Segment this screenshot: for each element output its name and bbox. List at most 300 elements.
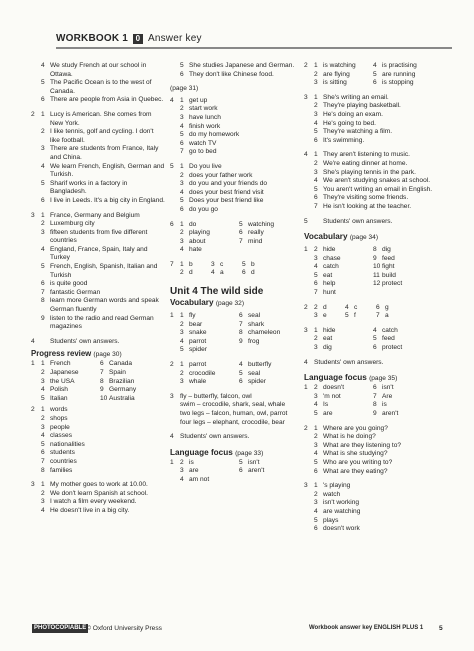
answer-text: watch [323,490,341,498]
item-number: 5 [345,312,349,320]
list-item [304,450,446,459]
answer-text: hide [323,246,336,254]
answer-text: c [220,260,224,268]
workbook-label: WORKBOOK 1 [56,33,128,44]
item-number: 1 [41,211,45,219]
answer-text: 's playing [323,482,351,490]
answer-text: the USA [50,377,75,385]
answer-text: help [323,280,336,288]
item-number: 6 [314,136,318,144]
answer-text: people [50,423,70,431]
exercise-number [304,203,314,212]
answer-text: I live in Leeds. It's a big city in England. [50,196,165,204]
answer-text: dig [323,344,332,352]
item-number: 6 [239,467,243,475]
answer-text: England, France, Spain, Italy and Turkey [50,245,148,262]
list-item [31,297,165,314]
answer-text: eat [323,335,333,343]
item-number: 2 [314,246,318,254]
col2-answer-list [170,62,304,79]
item-number: 2 [314,490,318,498]
answer-text: dig [382,246,391,254]
item-number: 5 [239,220,243,228]
exercise-number: 3 [31,481,35,489]
list-item [304,151,446,160]
answer-text: a [385,312,389,320]
answer-text: They're visiting some friends. [323,194,409,202]
answer-text: Students' own answers. [50,337,120,345]
item-number: 6 [314,525,318,533]
item-number: 4 [41,386,45,394]
item-number: 3 [180,180,184,188]
answer-text: listen to the radio and read German magazines [50,314,154,331]
item-number: 3 [180,237,184,245]
exercise-number [170,148,180,157]
answer-text: really [248,229,264,237]
answer-text: is [189,458,194,466]
answer-text: is [382,401,387,409]
item-number: 7 [239,320,243,328]
exercise-number [304,344,314,353]
answer-grid-row [180,467,304,476]
list-item [31,315,165,332]
answer-text: chameleon [248,329,281,337]
page-number: 5 [439,625,443,632]
list-item [31,62,165,79]
answer-text: isn't working [323,499,360,507]
answer-text: What is he doing? [323,433,376,441]
item-number [239,476,248,485]
item-number: 1 [314,482,318,490]
vocab-34-ex1-grid [304,246,446,298]
item-number: 3 [180,329,184,337]
exercise-number [31,467,41,476]
exercise-number [304,186,314,195]
answer-text: playing [189,229,210,237]
answer-text: They're watching a film. [323,128,393,136]
list-item [170,206,304,215]
item-number: 1 [314,326,318,334]
item-number: 5 [314,458,318,466]
answer-text: Are [382,392,393,400]
list-item [304,344,446,353]
list-item [31,246,165,263]
exercise-number [31,498,41,507]
list-item [304,272,446,281]
list-item [170,197,304,206]
item-number: 4 [41,62,45,69]
answer-text: He's doing an exam. [323,110,383,118]
answer-text: There are people from Asia in Quebec. [50,96,164,104]
list-item [304,71,446,80]
list-item [31,415,165,424]
answer-text: parrot [189,337,207,345]
list-item [31,263,165,280]
answer-text: Do you live [189,162,222,170]
item-number: 5 [239,458,243,466]
answer-text: I watch a film every weekend. [50,498,137,506]
header-rule [56,47,452,49]
item-number: 1 [314,151,318,159]
exercise-number [304,169,314,178]
list-item [170,172,304,181]
answer-text: Who are you writing to? [323,458,393,466]
answer-text: It's swimming. [323,136,365,144]
exercise-number: 4 [304,151,308,159]
answer-text: French [50,360,71,368]
answer-text: about [189,237,206,245]
item-number: 2 [314,433,318,441]
answer-text: They aren't listening to music. [323,151,411,159]
exercise-number [304,280,314,289]
answer-text: Sharif works in a factory in Bangladesh. [50,179,128,196]
exercise-number [170,114,180,123]
answer-text: They're playing basketball. [323,102,401,110]
item-number: 4 [239,361,243,369]
answer-text: start work [189,105,218,113]
item-number: 4 [180,122,184,130]
answer-text: Is [323,401,329,409]
item-number: 2 [41,369,45,376]
page-header [32,30,452,50]
exercise-number [304,111,314,120]
list-item [170,123,304,132]
item-number: 7 [180,148,184,156]
list-item [170,97,304,106]
publisher: © Oxford University Press [86,625,162,632]
exercise-number [304,79,314,88]
answer-text: are [323,410,333,417]
answer-text: do you go [189,205,218,213]
list-item [304,255,446,264]
answer-text: Where are you going? [323,424,388,432]
list-item [170,180,304,189]
answer-text: watching [248,220,275,228]
col3-answer-list [304,94,446,226]
list-item [31,467,165,476]
answer-text: catch [323,263,339,271]
answer-grid-row [314,410,446,419]
item-number: 3 [314,168,318,176]
item-number: 3 [314,344,318,352]
exercise-number [304,263,314,272]
answer-text: We learn French, English, German and Turkish. [50,162,165,179]
answer-text: Canada [109,360,133,368]
item-number: 3 [314,499,318,507]
item-number: 6 [41,196,45,204]
item-number: 1 [314,93,318,101]
exercise-number: 1 [304,246,308,254]
exercise-number [170,197,180,206]
answer-grid-row [314,71,446,80]
list-item [304,186,446,195]
answer-text: does your father work [189,171,253,179]
item-number: 2 [180,229,184,237]
exercise-number [304,335,314,344]
list-item [304,137,446,146]
answer-text: is watching [323,62,356,69]
list-item [304,517,446,526]
progress-grid-block: 1 1 French 6 Canada 2 Japanese 7 Spain 3 the USA 8 Brazilian 4 Polish 9 Germany 5 Italian 10 Australia [31,360,165,403]
exercise-number [304,433,314,442]
exercise-number: 3 [304,93,308,101]
exercise-number [31,289,41,298]
item-number [373,289,382,298]
page-31-label: (page 31) [170,85,199,93]
answer-text: d [189,269,193,277]
list-item [31,111,165,128]
answer-text: words [50,406,68,414]
item-number: 6 [376,303,380,311]
answer-text: hunt [323,289,336,297]
exercise-number [304,160,314,169]
exercise-number [170,62,180,71]
answer-text: learn more German words and speak German fluently [50,297,159,314]
list-item [304,102,446,111]
exercise-number: 3 [304,482,308,490]
item-number: 7 [100,369,104,376]
item-number: 6 [373,344,377,352]
answer-text: is quite good [50,280,88,288]
list-item [170,476,304,485]
answer-text: What are they eating? [323,467,388,475]
answer-text: watch TV [189,139,217,147]
item-number: 8 [41,466,45,474]
item-number: 7 [239,237,243,245]
item-number: 5 [41,440,45,448]
answer-text: isn't [248,458,260,466]
list-item [304,459,446,468]
list-item [31,424,165,433]
answer-text: are watching [323,507,361,515]
answer-text: protect [382,280,403,288]
item-number: 2 [41,414,45,422]
item-number: 1 [180,96,184,104]
answer-text: whale [189,378,207,386]
item-number: 2 [180,171,184,179]
item-number: 3 [41,498,45,506]
item-number: 11 [373,271,380,279]
answer-text: Polish [50,386,68,394]
item-number: 3 [314,392,318,400]
answer-text: chase [323,254,341,262]
item-number: 9 [239,337,243,345]
item-number: 4 [373,62,377,69]
answer-text: snake [189,329,207,337]
vocab-ex3-list [180,393,304,427]
item-number: 5 [180,346,184,354]
item-number: 12 [373,280,381,288]
exercise-number [170,105,180,114]
item-number: 3 [41,145,45,153]
item-number: 1 [314,424,318,432]
item-number: 9 [373,254,377,262]
list-item [31,229,165,246]
answer-text: France, Germany and Belgium [50,211,140,219]
item-number: 7 [314,202,318,210]
answer-grid-row [180,476,304,485]
answer-text: Australia [109,394,135,402]
exercise-7-block: 7 1 b 3 c 5 b 2 d 4 a 6 d [170,261,304,278]
item-number: 2 [180,369,184,377]
item-number: 2 [314,102,318,110]
item-number: 3 [314,312,318,320]
item-number: 3 [314,254,318,262]
item-number: 5 [314,128,318,136]
list-item [304,401,446,410]
answer-text: Japanese [50,369,79,376]
page-footer [24,624,452,636]
answer-text: finish work [189,122,221,130]
vocab-34-ex3-grid [304,327,446,353]
item-number: 4 [41,162,45,170]
list-item [31,96,165,105]
item-number: 4 [211,269,215,277]
exercise-number [31,432,41,441]
item-number: 5 [242,260,246,268]
exercise-number [304,459,314,468]
exercise-number [170,172,180,181]
item-number: 5 [180,131,184,139]
list-item [304,177,446,186]
exercise-number [304,410,314,419]
item-number [41,338,50,347]
item-number: 5 [314,410,318,417]
list-item [304,508,446,517]
item-number: 10 [373,263,381,271]
answer-text: are [189,467,199,475]
answer-text: parrot [189,361,207,369]
answer-text: He doesn't live in a big city. [50,506,130,514]
answer-text: students [50,449,75,457]
answer-text: get up [189,96,208,104]
item-number: 6 [180,139,184,147]
exercise-number [304,177,314,186]
exercise-7-grid [180,261,304,278]
answer-text: 'm not [323,392,341,400]
answer-grid-row [314,255,446,264]
item-number: 6 [373,79,377,87]
item-number: 3 [41,228,45,236]
vocab-34-ex2-grid [304,304,446,321]
list-item [170,62,304,71]
list-item [304,218,446,227]
answer-grid-row [314,289,446,298]
answer-grid-row [314,327,446,336]
answer-text: Students' own answers. [323,217,393,225]
list-item [31,163,165,180]
list-item [170,148,304,157]
exercise-2-grid [304,62,446,88]
item-number: 7 [41,288,45,296]
exercise-number: 2 [31,110,35,118]
item-number: 8 [41,297,45,305]
item-number: 2 [41,489,45,497]
item-number: 8 [373,246,377,254]
answer-text [248,346,304,355]
answer-text: eat [323,271,333,279]
header-title [56,33,202,44]
item-number: 5 [373,70,377,78]
answer-text: frog [248,337,260,345]
item-number: 9 [100,386,104,394]
item-number: 10 [100,394,108,402]
item-number: 4 [373,326,377,334]
item-number: 2 [314,159,318,167]
exercise-number [304,442,314,451]
answer-text: am not [189,475,210,483]
item-number: 4 [314,401,318,409]
item-number: 4 [41,245,45,253]
list-item [304,169,446,178]
answer-text: hide [323,326,336,334]
answer-text: g [385,303,389,311]
answer-text: The Pacific Ocean is to the west of Canada. [50,79,152,95]
answer-text: doesn't [323,384,345,392]
answer-text: is practising [382,62,417,69]
exercise-number [31,128,41,145]
list-item [31,481,165,490]
item-number: 6 [41,280,45,288]
answer-text: plays [323,516,339,524]
vocabulary-heading: Vocabulary (page 32) [170,298,245,308]
item-number: 4 [180,188,184,196]
exercise-number [31,449,41,458]
exercise-number: 2 [31,406,35,414]
item-number: 8 [239,329,243,337]
exercise-number [170,467,180,476]
exercise-number [170,189,180,198]
column-1 [31,62,165,516]
answer-text: do my homework [189,131,240,139]
list-item [304,62,446,71]
answer-text: is stopping [382,79,414,87]
exercise-number: 4 [170,96,174,104]
list-item [170,467,304,476]
list-item [31,449,165,458]
vocab-34-ex4-block: 4 Students' own answers. [304,358,384,366]
item-number: 6 [100,360,104,368]
item-number: 3 [180,467,184,475]
answer-grid-row [314,263,446,272]
list-item [304,280,446,289]
item-number: 6 [314,467,318,475]
column-3 [304,62,446,534]
answer-text: Germany [109,386,137,394]
answer-text: I like tennis, golf and cycling. I don't like football. [50,128,154,144]
item-number: 5 [41,394,45,402]
answer-text: aren't [248,467,265,475]
answer-text: fly [189,312,196,320]
list-item [304,203,446,212]
exercise-number [31,507,41,516]
answer-grid-row [314,79,446,88]
exercise-number [31,220,41,229]
item-number: 5 [180,62,184,69]
item-number: 1 [41,110,45,118]
list-item [31,498,165,507]
list-item [170,114,304,123]
item-number: 6 [239,378,243,386]
exercise-number [31,62,41,79]
item-number: 6 [41,96,45,104]
exercise-number: 2 [304,62,308,69]
item-number: 5 [180,197,184,205]
answer-text: She studies Japanese and German. [189,62,295,69]
list-item [31,458,165,467]
answer-text: Lucy is American. She comes from New York. [50,110,152,127]
item-number: 3 [314,441,318,449]
